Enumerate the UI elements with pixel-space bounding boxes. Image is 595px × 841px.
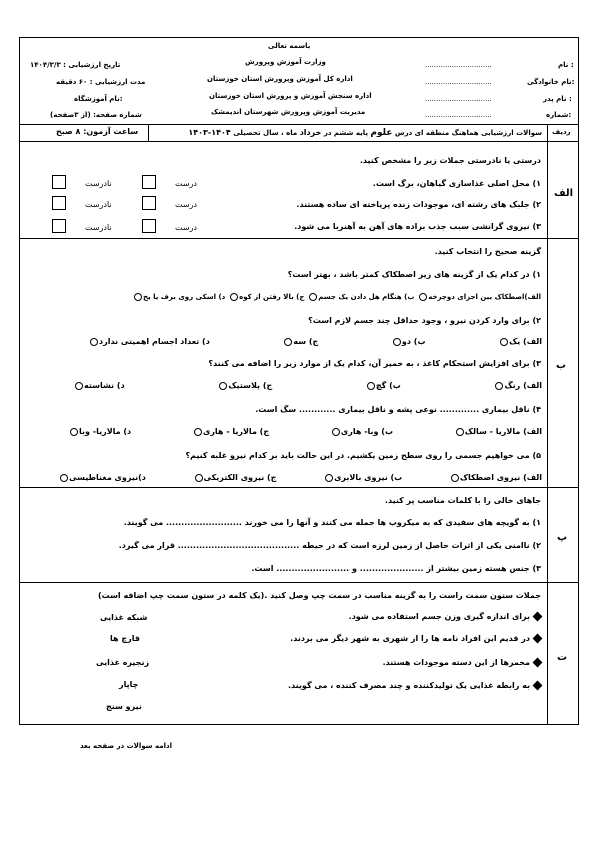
section-te-label: ت [557, 652, 568, 663]
title-part-d: ماه ، [281, 129, 298, 137]
be-q3-option-d[interactable]: د) نشاسته [75, 381, 125, 390]
section-te-heading: جملات ستون سمت راست را به گزینه مناسب در سمت چپ وصل کنید .(یک کلمه در ستون سمت چپ اضافه است) [97, 591, 541, 600]
diamond-bullet-icon [533, 612, 543, 622]
title-year: ۱۴۰۴-۱۴۰۳ [188, 128, 231, 137]
pe-question-1[interactable]: ۱) به گویچه های سفیدی که به میکروب ها حمله می کنند و آنها را می خورند ......................... می گویند. [123, 518, 541, 527]
be-q4-option-d[interactable]: د) مالاریا- وبا [70, 427, 131, 436]
false-label-1: نادرست [85, 179, 112, 188]
te-right-item-1: برای اندازه گیری وزن جسم استفاده می شود. [349, 612, 541, 621]
be-q2-option-b[interactable]: ب) دو [393, 337, 426, 346]
header-divider [19, 124, 579, 125]
radio-circle-icon[interactable] [419, 293, 427, 301]
true-checkbox-2[interactable] [142, 196, 156, 210]
row-label: ردیف [552, 128, 571, 136]
be-q2-option-a[interactable]: الف) یک [500, 337, 542, 346]
be-q2-options [90, 337, 542, 346]
radio-circle-icon[interactable] [332, 428, 340, 436]
be-question-2: ۲) برای وارد کردن نیرو ، وجود حداقل چند جسم لازم است؟ [308, 316, 541, 325]
be-q5-option-a[interactable]: الف) نیروی اصطکاک [451, 473, 542, 482]
title-part-c: در [323, 129, 332, 137]
true-checkbox-1[interactable] [142, 175, 156, 189]
radio-circle-icon[interactable] [195, 474, 203, 482]
be-q4-option-b[interactable]: ب) وبا- هاری [332, 427, 393, 436]
radio-circle-icon[interactable] [60, 474, 68, 482]
radio-circle-icon[interactable] [495, 382, 503, 390]
radio-circle-icon[interactable] [194, 428, 202, 436]
be-q4-options [70, 427, 542, 436]
false-checkbox-3[interactable] [52, 219, 66, 233]
be-q2-option-d[interactable]: د) تعداد اجسام اهمیتی ندارد [90, 337, 210, 346]
radio-circle-icon[interactable] [451, 474, 459, 482]
be-q1-option-b[interactable]: ب) هنگام هل دادن یک جسم [318, 293, 415, 301]
false-checkbox-1[interactable] [52, 175, 66, 189]
te-right-item-4: به رابطه غذایی یک تولیدکننده و چند مصرف کننده ، می گویند. [288, 681, 541, 690]
radio-circle-icon[interactable] [219, 382, 227, 390]
be-question-1: ۱) در کدام یک از گزینه های زیر اصطکاک کمتر باشد ، بهتر است؟ [287, 270, 541, 279]
true-checkbox-3[interactable] [142, 219, 156, 233]
te-right-item-2: در قدیم این افراد نامه ها را از شهری به شهر دیگر می بردند. [290, 634, 541, 643]
true-label-1: درست [175, 179, 197, 188]
exam-time: ساعت آزمون: ۸ صبح [56, 127, 139, 136]
be-q5-options [60, 473, 542, 482]
section-pe-divider [19, 582, 579, 583]
radio-circle-icon[interactable] [309, 293, 317, 301]
section-be-heading: گزینه صحیح را انتخاب کنید. [434, 247, 541, 256]
name-field[interactable]: .............................. [425, 61, 492, 69]
false-checkbox-2[interactable] [52, 196, 66, 210]
general-department: اداره کل آموزش وپرورش استان خوزستان [207, 75, 353, 83]
alef-question-1: ۱) محل اصلی غذاسازی گیاهان، برگ است. [372, 179, 541, 188]
section-be-label: ب [556, 360, 567, 371]
be-q1-options [134, 293, 541, 301]
true-label-2: درست [175, 200, 197, 209]
title-part-e: سال تحصیلی [233, 129, 279, 137]
radio-circle-icon[interactable] [456, 428, 464, 436]
be-question-5: ۵) می خواهیم جسمی را روی سطح زمین یکشیم. در این حالت باید بر کدام نیرو غلبه کنیم؟ [185, 451, 541, 460]
be-q2-option-c[interactable]: ج) سه [284, 337, 318, 346]
radio-circle-icon[interactable] [284, 338, 292, 346]
radio-circle-icon[interactable] [230, 293, 238, 301]
diamond-bullet-icon [533, 634, 543, 644]
te-left-item-3[interactable]: زنجیره غذایی [96, 658, 150, 667]
row-column-divider [547, 124, 548, 725]
page-count: شماره صفحه: (از ۳صفحه) [50, 111, 142, 119]
pe-question-2[interactable]: ۲) ناامنی یکی از اثرات حاصل از زمین لرزه است که در حیطه ........................................ قرار می گیرد. [118, 541, 541, 550]
radio-circle-icon[interactable] [75, 382, 83, 390]
seat-field[interactable]: .............................. [425, 111, 492, 119]
te-left-item-4[interactable]: چاپار [119, 680, 139, 689]
section-pe-heading: جاهای خالی را با کلمات مناسب پر کنید. [384, 496, 541, 505]
be-q5-option-b[interactable]: ب) نیروی بالابری [325, 473, 402, 482]
false-label-3: نادرست [85, 223, 112, 232]
exam-duration: مدت ارزشیابی : ۶۰ دقیقه [56, 78, 146, 86]
be-question-4: ۴) ناقل بیماری ............. نوعی پشه و ناقل بیماری ............ سگ است. [255, 405, 541, 414]
section-alef-heading: درستی یا نادرستی جملات زیر را مشخص کنید. [359, 156, 541, 165]
be-q3-options [75, 381, 542, 390]
father-label: نام پدر : [543, 95, 572, 103]
te-left-item-1[interactable]: شبکه غذایی [100, 613, 148, 622]
title-month: خرداد [299, 128, 322, 137]
school-name-label: نام آموزشگاه: [74, 95, 123, 103]
te-left-item-2[interactable]: قارچ ها [110, 634, 140, 643]
radio-circle-icon[interactable] [393, 338, 401, 346]
evaluation-department: اداره سنجش آموزش و پرورش استان خوزستان [209, 92, 372, 100]
title-row-divider [19, 141, 579, 142]
te-left-item-5[interactable]: نیرو سنج [106, 702, 142, 711]
continue-note: ادامه سوالات در صفحه بعد [80, 742, 172, 750]
alef-question-2: ۲) جلبک های رشته ای، موجودات زنده پریاخته ای ساده هستند. [296, 200, 541, 209]
be-q1-option-d[interactable]: د) اسکی روی برف یا یخ [143, 293, 226, 301]
title-part-a: سوالات ارزشیابی هماهنگ منطقه ای درس [394, 129, 542, 137]
basmala: باسمه تعالی [268, 42, 311, 50]
exam-date: تاریخ ارزشیابی : ۱۴۰۴/۳/۳ [30, 61, 121, 69]
radio-circle-icon[interactable] [367, 382, 375, 390]
radio-circle-icon[interactable] [500, 338, 508, 346]
be-q4-option-c[interactable]: ج) مالاریا - هاری [194, 427, 269, 436]
radio-circle-icon[interactable] [325, 474, 333, 482]
true-label-3: درست [175, 223, 197, 232]
be-q4-option-a[interactable]: الف) مالاریا - سالک [456, 427, 542, 436]
exam-title [152, 128, 542, 138]
section-be-divider [19, 487, 579, 488]
false-label-2: نادرست [85, 200, 112, 209]
section-alef-divider [19, 238, 579, 239]
radio-circle-icon[interactable] [90, 338, 98, 346]
be-q1-option-c[interactable]: ج) بالا رفتن از کوه [239, 293, 305, 301]
name-label: نام : [558, 61, 574, 69]
be-question-3: ۳) برای افزایش استحکام کاغذ ، به خمیر آن، کدام یک از موارد زیر را اضافه می کنند؟ [208, 359, 541, 368]
seat-label: شماره: [546, 111, 572, 119]
title-subject: علوم [370, 128, 393, 138]
pe-question-3[interactable]: ۳) جنس هسته زمین بیشتر از ..................... و ........................ است. [251, 564, 541, 573]
diamond-bullet-icon [533, 681, 543, 691]
section-alef-label: الف [554, 188, 574, 199]
section-pe-label: پ [557, 532, 568, 543]
be-q5-option-d[interactable]: د)نیروی مغناطیسی [60, 473, 146, 482]
te-right-item-3: مخمرها از این دسته موجودات هستند. [383, 658, 541, 667]
be-q3-option-c[interactable]: ج) پلاستیک [219, 381, 272, 390]
be-q5-option-c[interactable]: ج) نیروی الکتریکی [195, 473, 277, 482]
title-part-b: پایه ششم [333, 129, 368, 137]
family-field[interactable]: .............................. [425, 78, 492, 86]
be-q1-option-a[interactable]: الف)اصطکاک بین اجزای دوچرخه [428, 293, 541, 301]
diamond-bullet-icon [533, 658, 543, 668]
ministry-title: وزارت آموزش وپرورش [245, 58, 326, 66]
radio-circle-icon[interactable] [134, 293, 142, 301]
alef-question-3: ۳) نیروی گرانشی سبب جذب براده های آهن به آهنربا می شود. [294, 222, 541, 231]
radio-circle-icon[interactable] [70, 428, 78, 436]
city-department: مدیریت آموزش وپرورش شهرستان اندیمشک [211, 108, 366, 116]
be-q3-option-b[interactable]: ب) گچ [367, 381, 401, 390]
time-column-divider [148, 124, 149, 141]
be-q3-option-a[interactable]: الف) رنگ [495, 381, 542, 390]
family-label: نام خانوادگی: [527, 78, 575, 86]
father-field[interactable]: .............................. [425, 95, 492, 103]
